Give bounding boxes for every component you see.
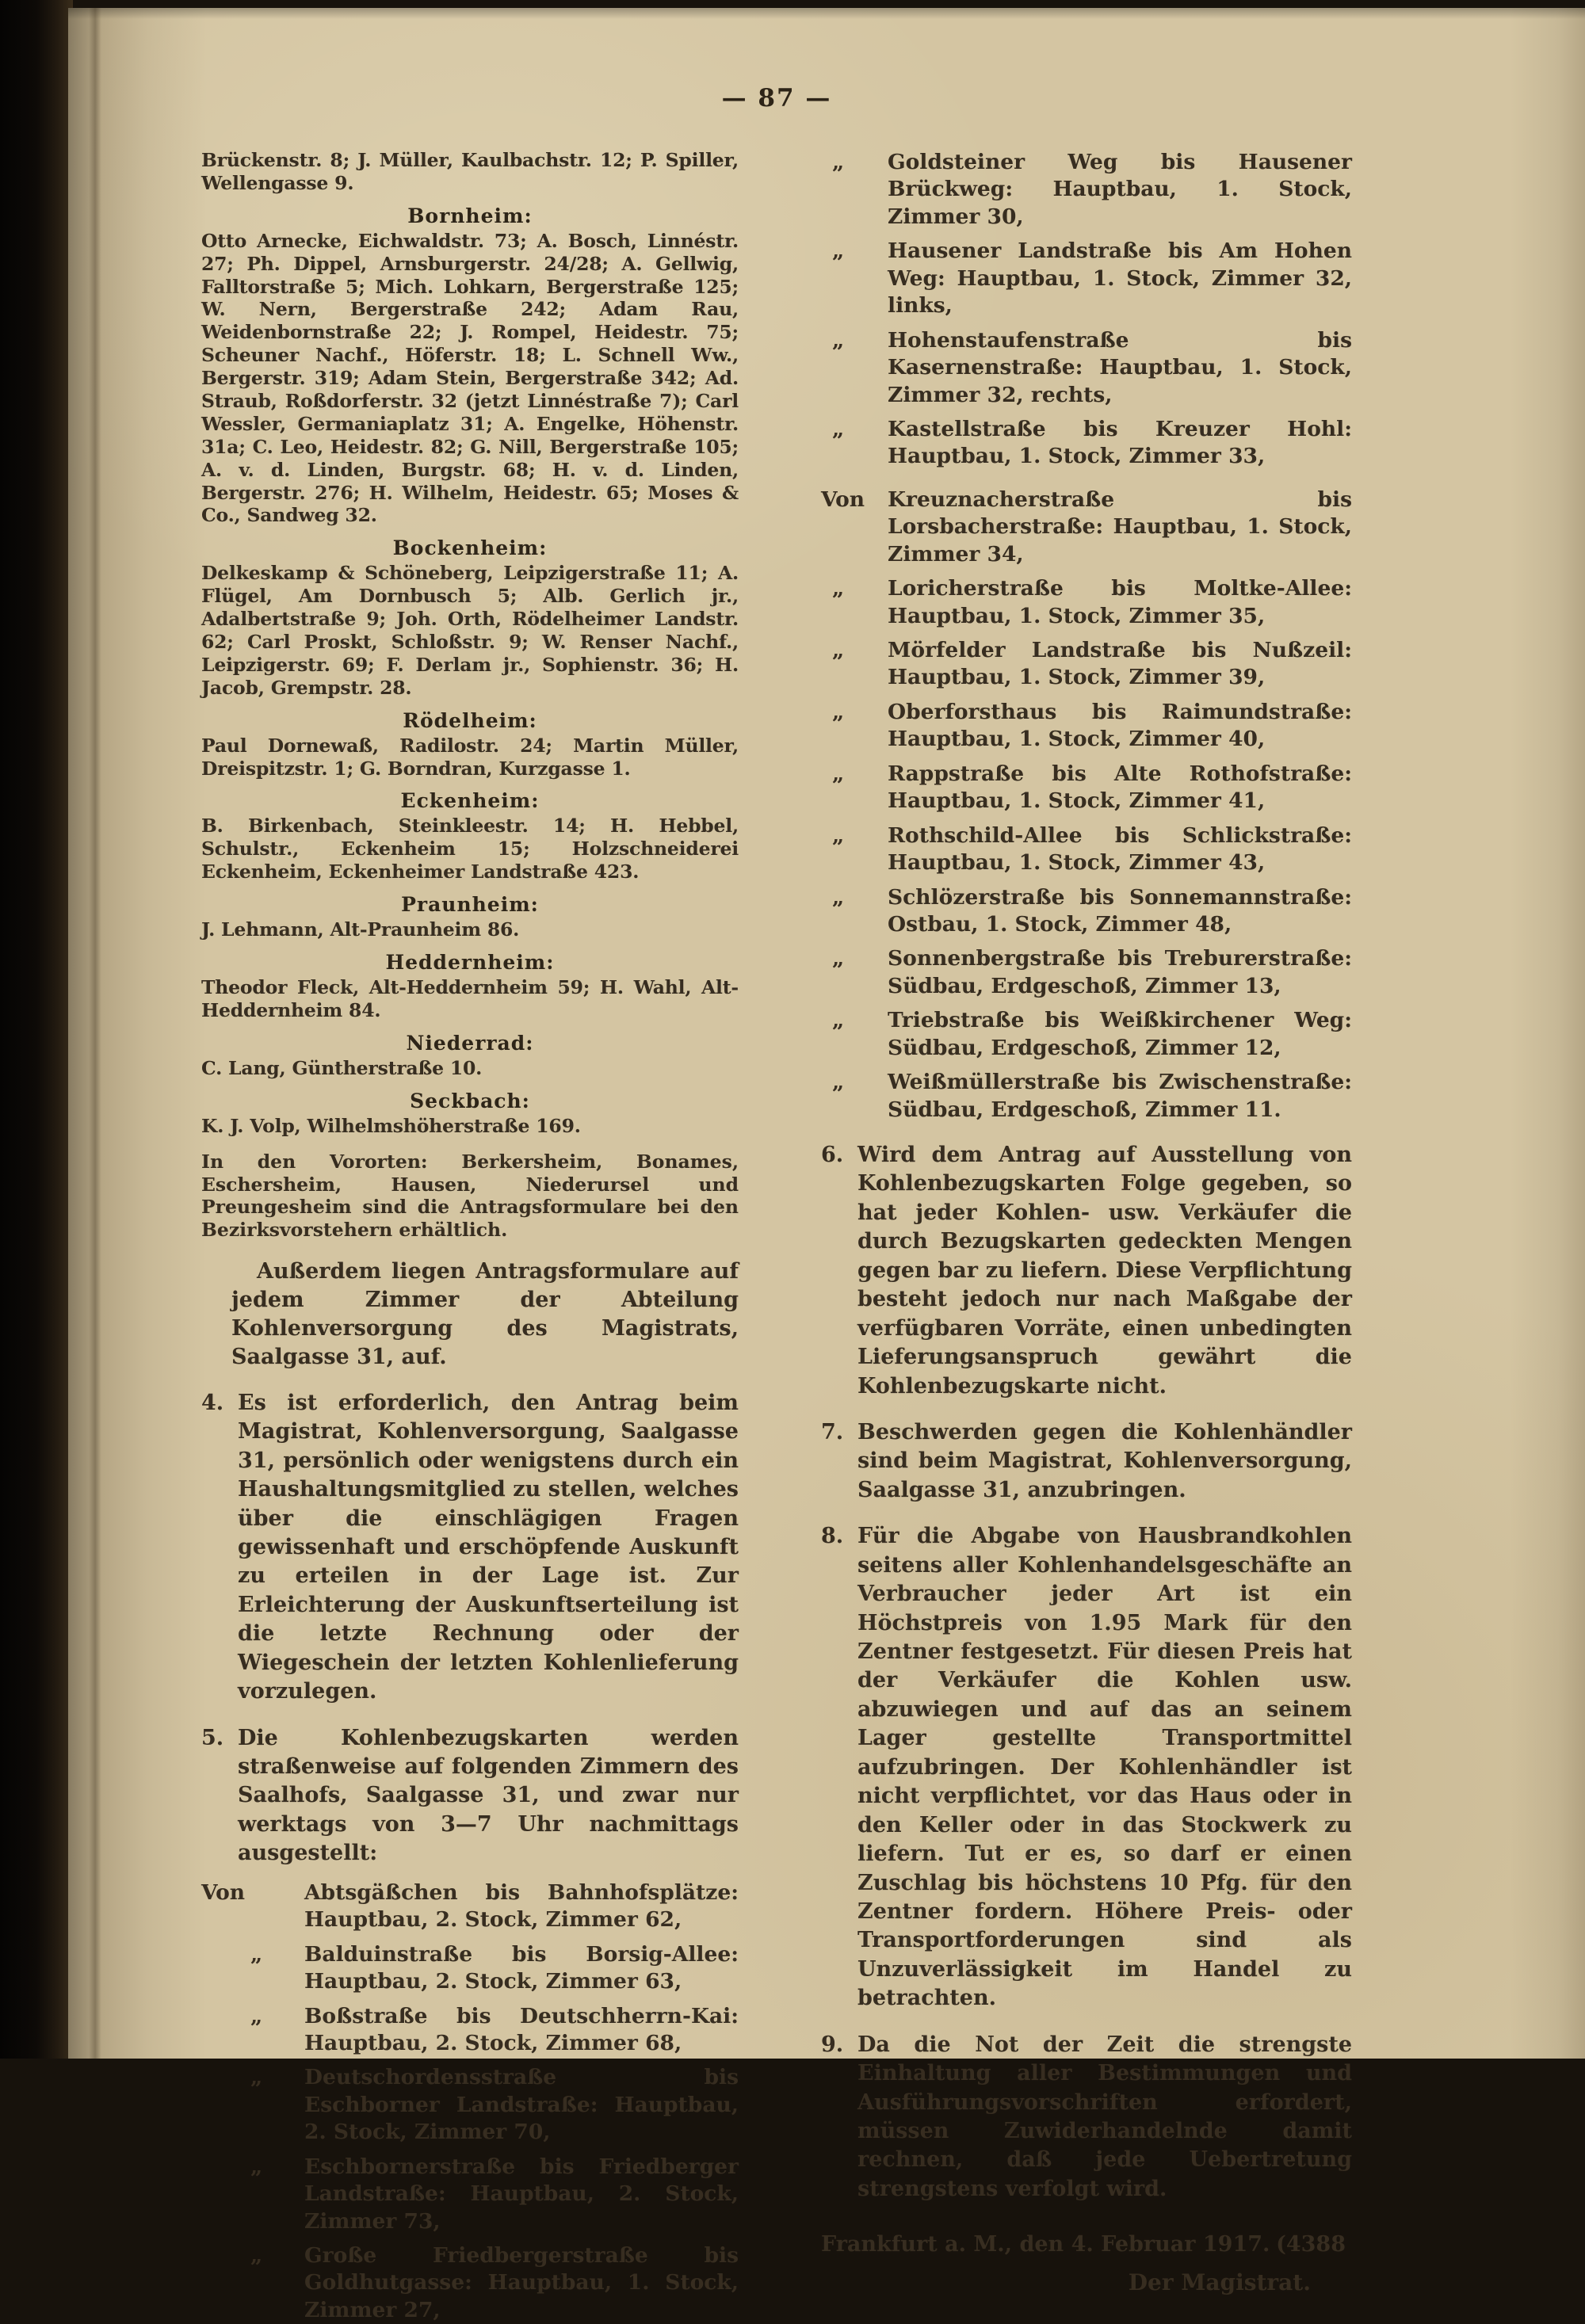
street-entry [821,1007,1352,1062]
item-text: Da die Not der Zeit die strengste Einhaltung aller Bestimmungen und Ausführungsvorschriften erfordert, müssen Zuwiderhandelnde damit rechnen, daß jede Uebertretung strengstens verfolgt wird. [857,2032,1352,2201]
formulare-note: Außerdem liegen Antragsformulare auf jedem Zimmer der Abteilung Kohlenversorgung des Magistrats, Saalgasse 31, auf. [231,1259,739,1369]
entry-text: Triebstraße bis Weißkirchener Weg: Südbau, Erdgeschoß, Zimmer 12, [888,1008,1352,1060]
item-text: Wird dem Antrag auf Ausstellung von Kohlenbezugskarten Folge gegeben, so hat jeder Kohlen- usw. Verkäufer die durch Bezugskarten gedeckten Mengen gegen bar zu liefern. Diese Verpflichtung besteht jedoch nur nach Maßgabe der verfügbaren Vorräte, einen unbedingten Lieferungsanspruch gewährt die Kohlenbezugskarte nicht. [857,1143,1352,1399]
street-entry [201,2242,739,2324]
entry-marker: „ [832,699,845,724]
entry-text: Große Friedbergerstraße bis Goldhutgasse: Hauptbau, 1. Stock, Zimmer 27, [304,2243,739,2322]
street-list-right [821,149,1352,1124]
item-number: 7. [821,1419,844,1444]
district-section-bornheim [201,204,739,528]
district-entries: K. J. Volp, Wilhelmshöherstraße 169. [201,1114,581,1137]
district-entries: Otto Arnecke, Eichwaldstr. 73; A. Bosch, Linnéstr. 27; Ph. Dippel, Arnsburgerstr. 24/28; A. Gellwig, Falltorstraße 5; Mich. Lohkarn, Bergerstraße 125; W. Nern, Bergerstraße 242; Adam Rau, Weidenbornstraße 22; J. Rompel, Heidestr. 75; Scheuner Nachf., Höferstr. 18; L. Schnell Ww., Bergerstr. 319; Adam Stein, Bergerstraße 342; Ad. Straub, Roßdorferstr. 32 (jetzt Linnéstraße 7); Carl Wessler, Germaniaplatz 31; A. Engelke, Höhenstr. 31a; C. Leo, Heidestr. 82; G. Nill, Bergerstraße 105; A. v. d. Linden, Burgstr. 68; H. v. d. Linden, Bergerstr. 276; H. Wilhelm, Heidestr. 65; Moses & Co., Sandweg 32. [201,229,739,527]
street-entry [821,1069,1352,1124]
entry-text: Hausener Landstraße bis Am Hohen Weg: Hauptbau, 1. Stock, Zimmer 32, links, [888,239,1352,319]
entry-marker: „ [832,1070,845,1095]
dateline-row [821,2232,1352,2257]
two-column-layout [201,149,1352,2324]
street-entry [821,822,1352,877]
right-column [821,149,1352,2324]
book-spine [0,0,73,2059]
street-entry [821,637,1352,692]
district-entries: B. Birkenbach, Steinkleestr. 14; H. Hebbel, Schulstr., Eckenheim 15; Holzschneiderei Eckenheim, Eckenheimer Landstraße 423. [201,815,739,883]
district-heading: Praunheim: [401,893,539,917]
street-entry [201,1879,739,1934]
street-entry [201,2003,739,2058]
entry-text: Deutschordensstraße bis Eschborner Landstraße: Hauptbau, 2. Stock, Zimmer 70, [304,2065,739,2145]
district-heading: Heddernheim: [385,951,555,975]
item-number: 5. [201,1725,224,1750]
entry-marker: „ [832,884,845,910]
street-entry [821,945,1352,1000]
district-section-eckenheim [201,789,739,883]
street-entry [821,327,1352,409]
numbered-item-8 [821,1522,1352,2013]
numbered-item-5 [201,1724,739,1868]
entry-marker: „ [250,2154,263,2179]
district-section-bockenheim [201,536,739,699]
page-content [201,84,1352,2324]
entry-marker: „ [250,2003,263,2028]
entry-marker: „ [832,946,845,971]
entry-marker: „ [250,1941,263,1967]
left-column [201,149,739,2324]
district-heading: Seckbach: [410,1089,530,1112]
district-entries: J. Lehmann, Alt-Praunheim 86. [201,918,520,941]
street-entry [821,416,1352,471]
district-heading: Niederrad: [406,1031,534,1055]
district-entries: Paul Dornewaß, Radilostr. 24; Martin Müller, Dreispitzstr. 1; G. Borndran, Kurzgasse 1. [201,734,739,780]
entry-text: Kastellstraße bis Kreuzer Hohl: Hauptbau, 1. Stock, Zimmer 33, [888,416,1352,469]
entry-marker: „ [250,2065,263,2090]
entry-text: Mörfelder Landstraße bis Nußzeil: Hauptbau, 1. Stock, Zimmer 39, [888,638,1352,690]
street-entry [821,238,1352,319]
signature: Der Magistrat. [1128,2269,1311,2296]
street-entry [821,699,1352,754]
entry-text: Weißmüllerstraße bis Zwischenstraße: Südbau, Erdgeschoß, Zimmer 11. [888,1070,1352,1122]
district-section-praunheim [201,893,739,941]
item-number: 6. [821,1143,844,1167]
numbered-item-9 [821,2031,1352,2204]
entry-marker: „ [832,761,845,786]
district-section-heddernheim [201,951,739,1022]
entry-marker: „ [832,150,845,174]
entry-marker: „ [832,327,845,353]
page [68,8,1585,2322]
district-section-niederrad [201,1032,739,1080]
street-entry [821,575,1352,630]
vororte-note: In den Vororten: Berkersheim, Bonames, Eschersheim, Hausen, Niederursel und Preungesheim sind die Antragsformulare bei den Bezirksvorstehern erhältlich. [201,1150,739,1242]
entry-text: Boßstraße bis Deutschherrn-Kai: Hauptbau, 2. Stock, Zimmer 68, [304,2003,739,2055]
entry-text: Oberforsthaus bis Raimundstraße: Hauptbau, 1. Stock, Zimmer 40, [888,699,1352,752]
entry-marker: „ [832,638,845,662]
entry-text: Schlözerstraße bis Sonnemannstraße: Ostbau, 1. Stock, Zimmer 48, [888,884,1352,937]
entry-text: Hohenstaufenstraße bis Kasernenstraße: Hauptbau, 1. Stock, Zimmer 32, rechts, [888,327,1352,407]
district-section-seckbach [201,1089,739,1138]
entry-text: Balduinstraße bis Borsig-Allee: Hauptbau, 2. Stock, Zimmer 63, [304,1941,739,1994]
dateline: Frankfurt a. M., den 4. Februar 1917. [821,2232,1270,2257]
street-entry [821,487,1352,568]
item-text: Es ist erforderlich, den Antrag beim Magistrat, Kohlenversorgung, Saalgasse 31, persönlich oder wenigstens durch ein Haushaltungsmitglied zu stellen, welches über die einschlägigen Fragen gewissenhaft und erschöpfende Auskunft zu erteilen in der Lage ist. Zur Erleichterung der Auskunftserteilung ist die letzte Rechnung oder der Wiegeschein der letzten Kohlenlieferung vorzulegen. [238,1390,739,1704]
item-number: 8. [821,1524,844,1549]
district-entries: Theodor Fleck, Alt-Heddernheim 59; H. Wahl, Alt-Heddernheim 84. [201,976,739,1021]
district-heading: Bornheim: [407,204,533,227]
carryover-paragraph: Brückenstr. 8; J. Müller, Kaulbachstr. 12; P. Spiller, Wellengasse 9. [201,149,739,194]
numbered-item-4 [201,1389,739,1707]
street-entry [821,149,1352,231]
entry-marker: „ [832,239,845,264]
street-entry [201,1941,739,1996]
district-entries: Delkeskamp & Schöneberg, Leipzigerstraße 11; A. Flügel, Am Dornbusch 5; Alb. Gerlich jr., Adalbertstraße 9; Joh. Orth, Rödelheimer Landstr. 62; Carl Proskt, Schloßstr. 9; W. Renser Nachf., Leipzigerstr. 69; F. Derlam jr., Sophienstr. 36; H. Jacob, Grempstr. 28. [201,562,739,699]
item-text: Beschwerden gegen die Kohlenhändler sind beim Magistrat, Kohlenversorgung, Saalgasse 31, anzubringen. [857,1419,1352,1502]
entry-marker: Von [201,1879,246,1905]
entry-marker: „ [832,822,845,848]
entry-marker: Von [821,487,865,512]
entry-marker: „ [832,416,845,441]
entry-text: Abtsgäßchen bis Bahnhofsplätze: Hauptbau, 2. Stock, Zimmer 62, [304,1879,739,1933]
item-number: 4. [201,1390,224,1415]
item-number: 9. [821,2032,844,2057]
district-entries: C. Lang, Güntherstraße 10. [201,1056,483,1079]
district-section-roedelheim [201,709,739,780]
entry-text: Sonnenbergstraße bis Treburerstraße: Südbau, Erdgeschoß, Zimmer 13, [888,946,1352,998]
entry-text: Kreuznacherstraße bis Lorsbacherstraße: Hauptbau, 1. Stock, Zimmer 34, [888,487,1352,567]
street-list-left [201,1879,739,2324]
numbered-item-7 [821,1418,1352,1505]
entry-text: Rothschild-Allee bis Schlickstraße: Hauptbau, 1. Stock, Zimmer 43, [888,822,1352,876]
entry-text: Goldsteiner Weg bis Hausener Brückweg: Hauptbau, 1. Stock, Zimmer 30, [888,150,1352,229]
street-entry [821,884,1352,939]
street-entry [821,761,1352,815]
entry-text: Rappstraße bis Alte Rothofstraße: Hauptbau, 1. Stock, Zimmer 41, [888,761,1352,814]
district-heading: Bockenheim: [392,536,548,560]
street-entry [201,2064,739,2146]
entry-marker: „ [832,576,845,601]
item-text: Die Kohlenbezugskarten werden straßenweise auf folgenden Zimmern des Saalhofs, Saalgasse 31, und zwar nur werktags von 3—7 Uhr nachmittags ausgestellt: [238,1725,739,1866]
file-number: (4388 [1276,2232,1346,2257]
district-heading: Eckenheim: [400,789,540,813]
district-heading: Rödelheim: [403,708,537,732]
numbered-item-6 [821,1141,1352,1401]
item-text: Für die Abgabe von Hausbrandkohlen seitens aller Kohlenhandelsgeschäfte an Verbraucher jeder Art ist ein Höchstpreis von 1.95 Mark für den Zentner festgesetzt. Für diesen Preis hat der Verkäufer die Kohlen usw. abzuwiegen und auf das an seinem Lager gestellte Transportmittel aufzubringen. Der Kohlenhändler ist nicht verpflichtet, vor das Haus oder in den Keller oder in das Stockwerk zu liefern. Tut er es, so darf er einen Zuschlag bis höchstens 10 Pfg. für den Zentner fordern. Höhere Preis- oder Transportforderungen sind als Unzuverlässigkeit im Handel zu betrachten. [857,1524,1352,2011]
page-number: — 87 — [721,84,832,113]
entry-text: Loricherstraße bis Moltke-Allee: Hauptbau, 1. Stock, Zimmer 35, [888,576,1352,628]
entry-text: Eschbornerstraße bis Friedberger Landstraße: Hauptbau, 2. Stock, Zimmer 73, [304,2154,739,2234]
street-entry [201,2154,739,2235]
entry-marker: „ [832,1008,845,1033]
entry-marker: „ [250,2243,263,2269]
